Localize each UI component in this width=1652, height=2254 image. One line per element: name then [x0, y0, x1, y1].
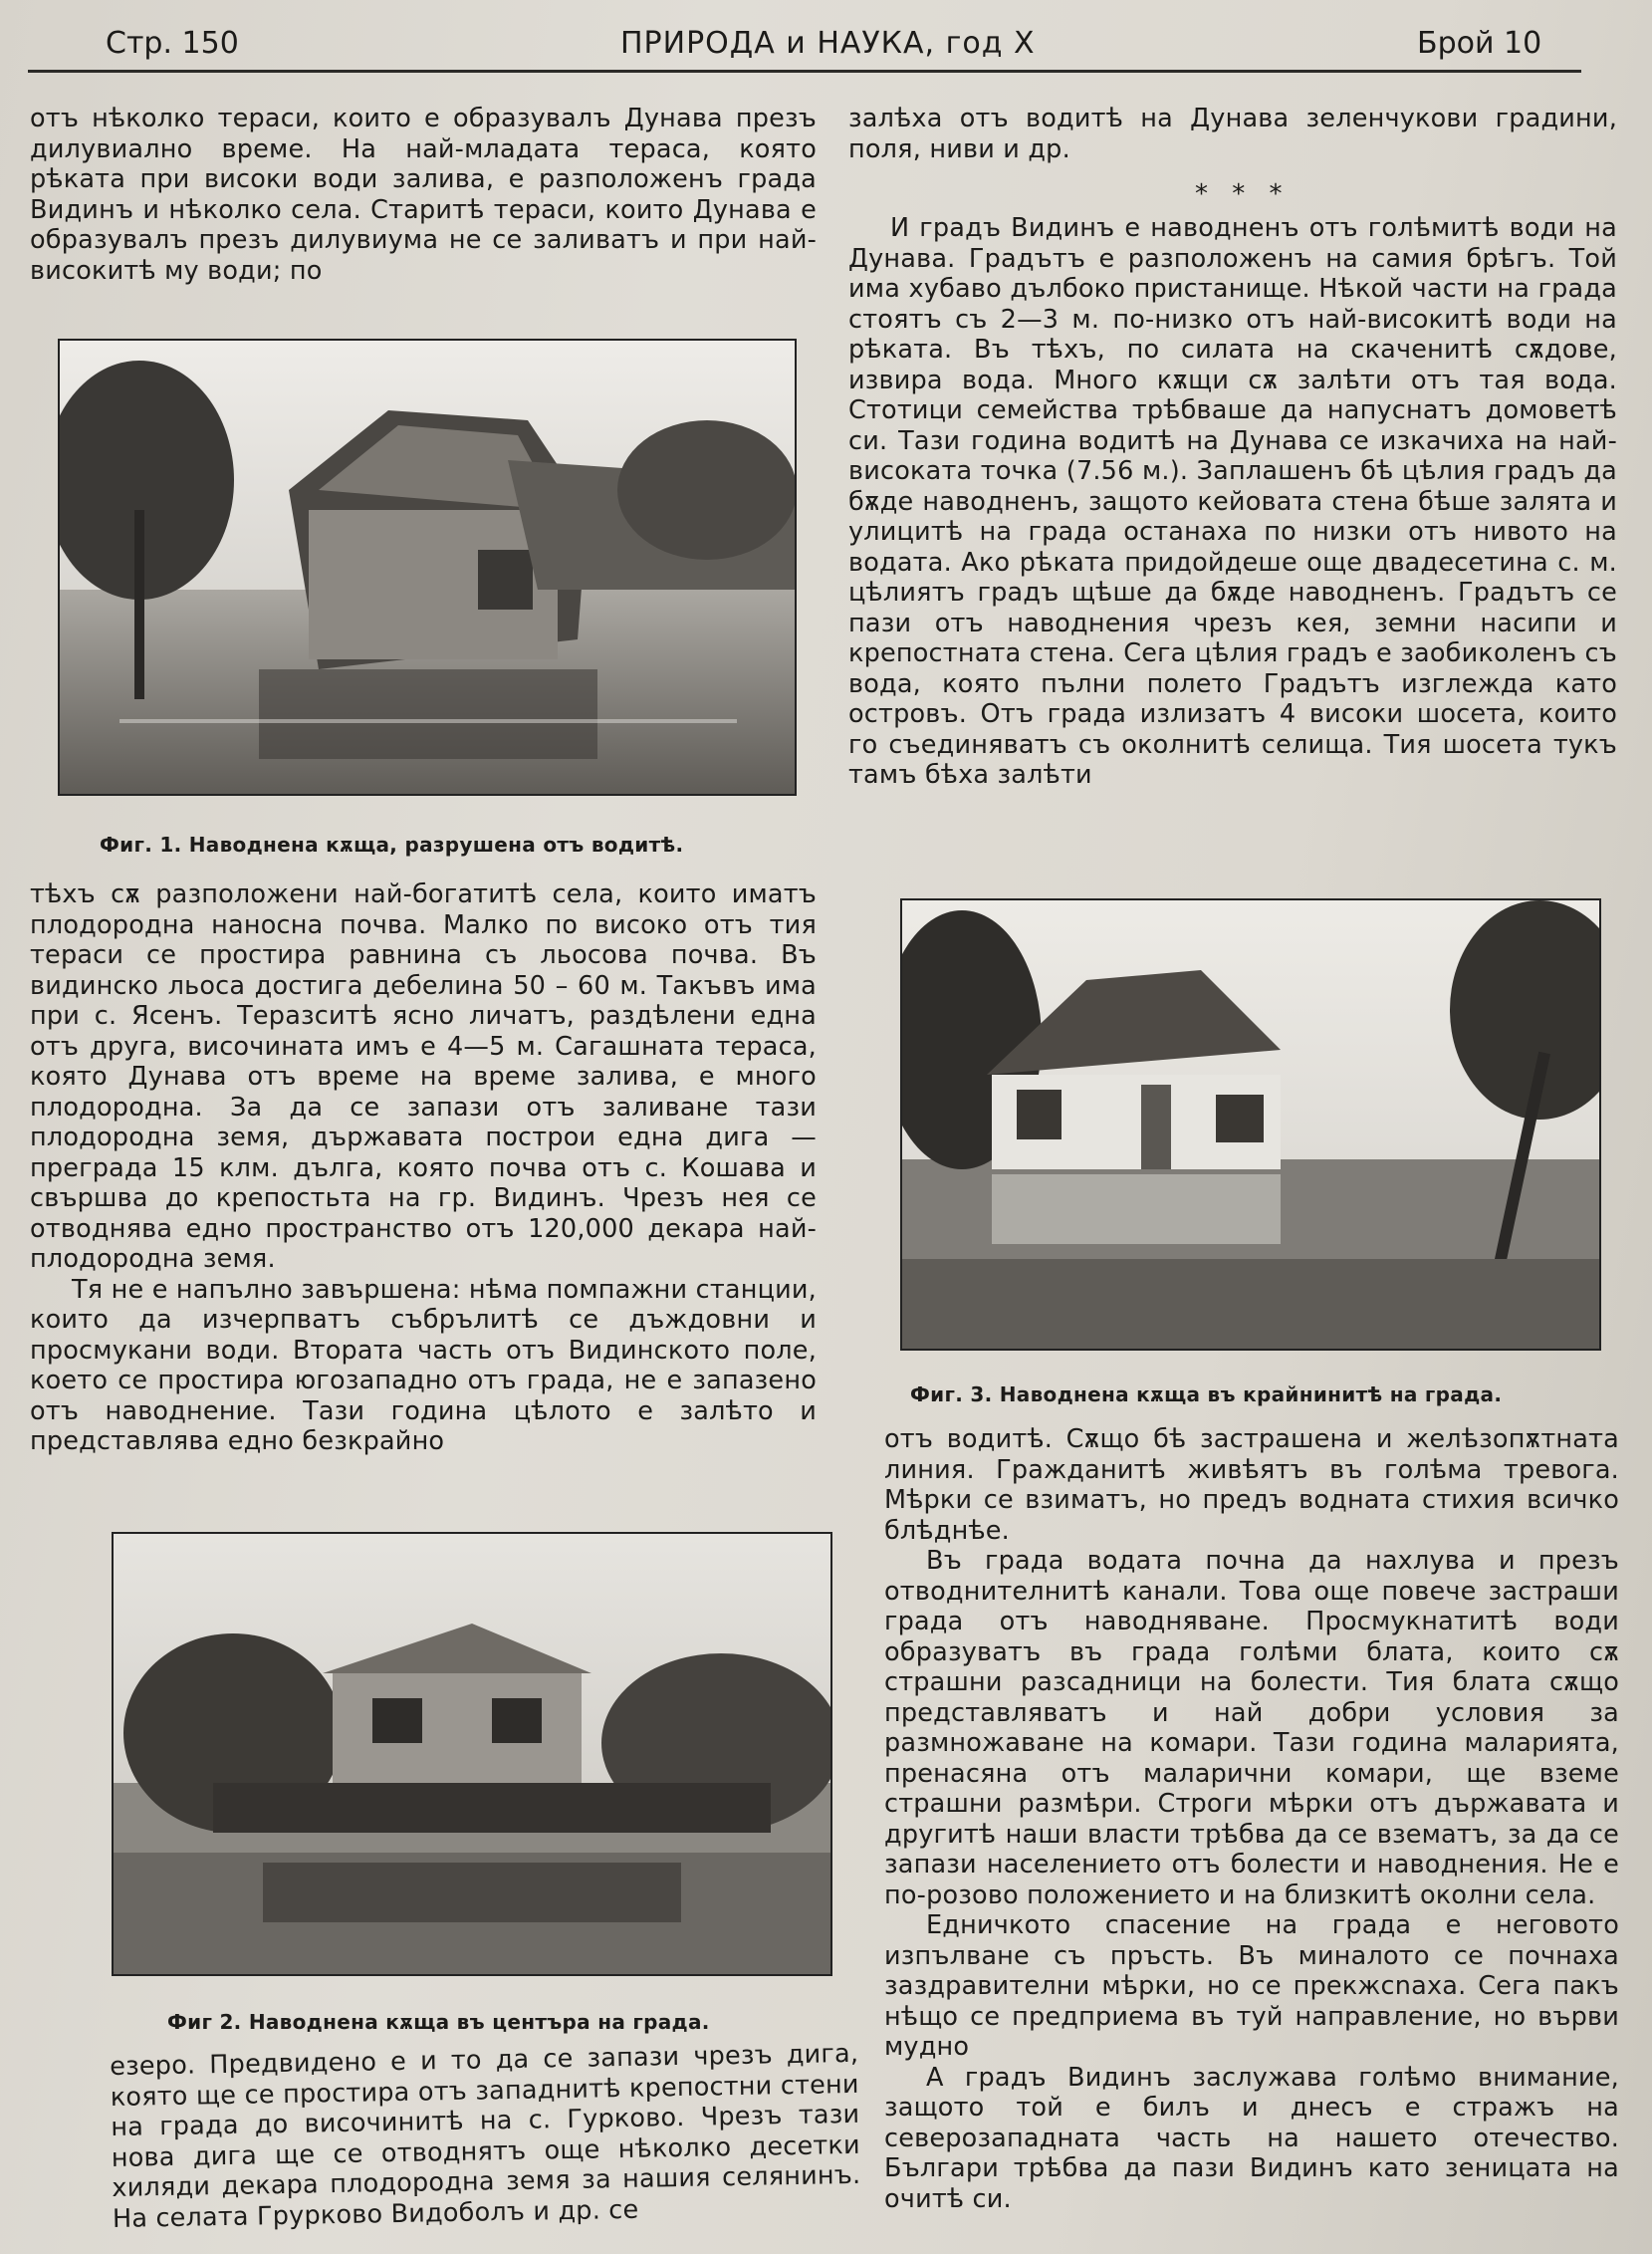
magazine-title: ПРИРОДА и НАУКА, год X — [620, 26, 1036, 61]
paragraph: Едничкото спасение на града е неговото изпълване съ пръсть. Въ миналото се почнаха заздравителни мѣрки, но се прекжсnaxa. Сега пакъ нѣщо се предприема въ туй направление, но върви мудно — [884, 1910, 1619, 2062]
figure-1-photo — [58, 339, 797, 796]
paragraph: тѣхъ сѫ разположени най-богатитѣ села, които иматъ плодородна наносна почва. Малко по високо отъ тия тераси се простира равнина съ льосова почва. Въ видинско льоса достига дебелина 50 – 60 м. Такъвъ има при с. Ясенъ. Теразситѣ ясно личатъ, раздѣлени една отъ друга, височината имъ е 4—5 м. Сагашната тераса, която Дунава отъ време на време залива, е много плодородна. За да се запази отъ заливане тази плодородна земя, държавата построи една дига — преграда 15 клм. дълга, която почва отъ с. Кошава и свършва до крепостьта на гр. Видинъ. Чрезъ нея се отводнява едно пространство отъ 120,000 декара най-плодородна земя. — [30, 879, 817, 1274]
paragraph: А градъ Видинъ заслужава голѣмо внимание, защото той е билъ и днесъ е стражъ на северозападната часть на нашето отечество. Българи трѣбва да пази Видинъ като зеницата на очитѣ си. — [884, 2062, 1619, 2214]
page-number: Стр. 150 — [106, 26, 239, 61]
figure-2-photo — [112, 1532, 832, 1976]
paragraph: И градъ Видинъ е наводненъ отъ голѣмитѣ води на Дунава. Градътъ е разположенъ на самия брѣгъ. Той има хубаво дълбоко пристанище. Нѣкой части на града стоятъ съ 2—3 м. по-низко отъ най-високитѣ води на рѣката. Въ тѣхъ, по силата на скаченитѣ сѫдове, извира вода. Много кѫщи сѫ залѣти отъ тая вода. Стотици семейства трѣбваше да напуснатъ домоветѣ си. Тази година водитѣ на Дунава се изкачиха на най-високата точка (7.56 м.). Заплашенъ бѣ цѣлия градъ да бѫде наводненъ, защото кейовата стена бѣше залята и улицитѣ на града останаха по низки отъ нивото на водата. Ако рѣката придойдеше още двадесетина с. м. цѣлиятъ градъ щѣше да бѫде наводненъ. Градътъ се пази отъ наводнения чрезъ кея, земни насипи и крепостната стена. Сега цѣлия градъ е заобиколенъ съ вода, която пълни полето Градътъ изглежда като островъ. Отъ града излизатъ 4 високи шосета, които го съединяватъ съ околнитѣ селища. Тия шосета тукъ тамъ бѣха залѣти — [848, 213, 1617, 790]
figure-1-caption: Фиг. 1. Наводнена кѫща, разрушена отъ водитѣ. — [100, 833, 684, 857]
right-column-text-top — [848, 104, 1617, 164]
figure-3-caption: Фиг. 3. Наводнена кѫща въ крайнинитѣ на града. — [910, 1382, 1503, 1406]
left-column-text-top — [30, 104, 817, 286]
paragraph: езеро. Предвидено е и то да се запази чрезъ дига, която ще се простира отъ западнитѣ крепостни стени на града до височинитѣ на с. Гурково. Чрезъ тази нова дига ще се отводнятъ още нѣколко десетки хиляди декара плодородна земя за нашия селянинъ. На селата Грурково Видоболъ и др. се — [110, 2038, 861, 2234]
section-divider: * * * — [1195, 179, 1291, 209]
left-column-text-middle — [30, 879, 817, 1457]
paragraph: залѣха отъ водитѣ на Дунава зеленчукови градини, поля, ниви и др. — [848, 104, 1617, 164]
paragraph: отъ нѣколко тераси, които е образувалъ Дунава презъ дилувиално време. На най-младата тераса, която рѣката при високи води залива, е разположенъ града Видинъ и нѣколко села. Старитѣ тераси, които Дунава е образувалъ презъ дилувиума не се заливатъ и при най-високитѣ му води; по — [30, 104, 817, 286]
left-column-text-bottom — [110, 2039, 861, 2234]
issue-number: Брой 10 — [1417, 26, 1542, 61]
right-column-text-lower — [884, 1424, 1619, 2214]
figure-2-caption: Фиг 2. Наводнена кѫща въ центъра на града. — [167, 2010, 710, 2034]
paragraph: Въ града водата почна да нахлува и презъ отводнителнитѣ канали. Това още повече застраши града отъ наводняване. Просмукнатитѣ води образуватъ въ града голѣми блата, които сѫ страшни разсадници на болести. Тия блата сѫщо представляватъ и най добри условия за размножаване на комари. Тази година маларията, пренасяна отъ маларични комари, ще вземе страшни размѣри. Строги мѣрки отъ държавата и другитѣ наши власти трѣбва да се взематъ, за да се запази населението отъ болести и наводнения. Не е по-розово положението и на близкитѣ околни села. — [884, 1546, 1619, 1910]
right-column-text-upper — [848, 213, 1617, 791]
page-header — [28, 18, 1581, 73]
figure-3-photo — [900, 898, 1601, 1351]
paragraph: отъ водитѣ. Сѫщо бѣ застрашена и желѣзопѫтната линия. Гражданитѣ живѣятъ въ голѣма тревога. Мѣрки се взиматъ, но предъ водната стихия всичко блѣднѣе. — [884, 1424, 1619, 1546]
paragraph: Тя не е напълно завършена: нѣма помпажни станции, които да изчерпватъ събрълитѣ се дъждовни и просмукани води. Втората часть отъ Видинското поле, което се простира югозападно отъ града, не е запазено отъ наводнение. Тази година цѣлото е залѣто и представлява едно безкрайно — [30, 1274, 817, 1456]
